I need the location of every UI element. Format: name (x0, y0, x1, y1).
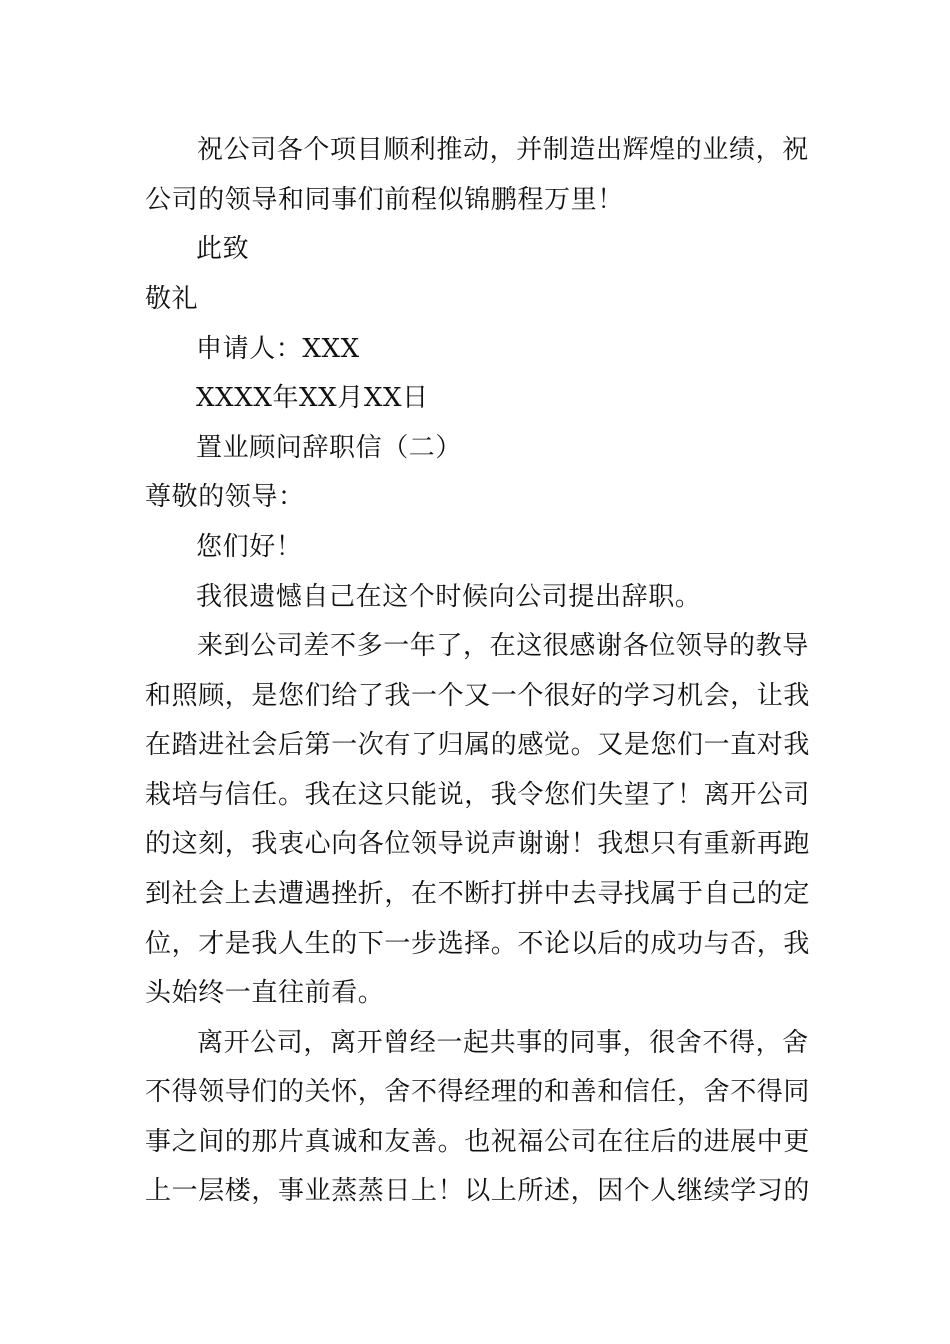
text-line: 申请人：XXX (196, 334, 360, 364)
text-line: 栽培与信任。我在这只能说，我令您们失望了！离开公司 (145, 780, 811, 810)
text-line: 祝公司各个项目顺利推动，并制造出辉煌的业绩，祝 (197, 135, 809, 165)
text-line: 到社会上去遭遇挫折，在不断打拼中去寻找属于自己的定 (145, 879, 811, 909)
text-line: 离开公司，离开曾经一起共事的同事，很舍不得，舍 (197, 1028, 809, 1058)
section-title: 置业顾问辞职信（二） (196, 433, 463, 463)
text-line: 公司的领导和同事们前程似锦鹏程万里！ (145, 185, 624, 215)
text-line: 头始终一直往前看。 (145, 978, 385, 1008)
text-line: 的这刻，我衷心向各位领导说声谢谢！我想只有重新再跑 (145, 829, 811, 859)
greeting: 您们好！ (196, 532, 303, 562)
text-line: 和照顾，是您们给了我一个又一个很好的学习机会，让我 (145, 681, 811, 711)
text-line: 事之间的那片真诚和友善。也祝福公司在往后的进展中更 (145, 1127, 811, 1157)
text-line: 我很遗憾自己在这个时候向公司提出辞职。 (196, 582, 702, 612)
text-line: 位，才是我人生的下一步选择。不论以后的成功与否，我 (145, 929, 811, 959)
text-line: 不得领导们的关怀，舍不得经理的和善和信任，舍不得同 (145, 1077, 811, 1107)
salutation: 尊敬的领导： (145, 482, 305, 512)
text-line: 敬礼 (145, 284, 199, 314)
text-line: 此致 (196, 234, 250, 264)
text-line: XXXX年XX月XX日 (196, 383, 429, 413)
text-line: 来到公司差不多一年了，在这很感谢各位领导的教导 (197, 631, 809, 661)
text-line: 上一层楼，事业蒸蒸日上！以上所述，因个人继续学习的 (145, 1176, 811, 1206)
text-line: 在踏进社会后第一次有了归属的感觉。又是您们一直对我 (145, 730, 811, 760)
